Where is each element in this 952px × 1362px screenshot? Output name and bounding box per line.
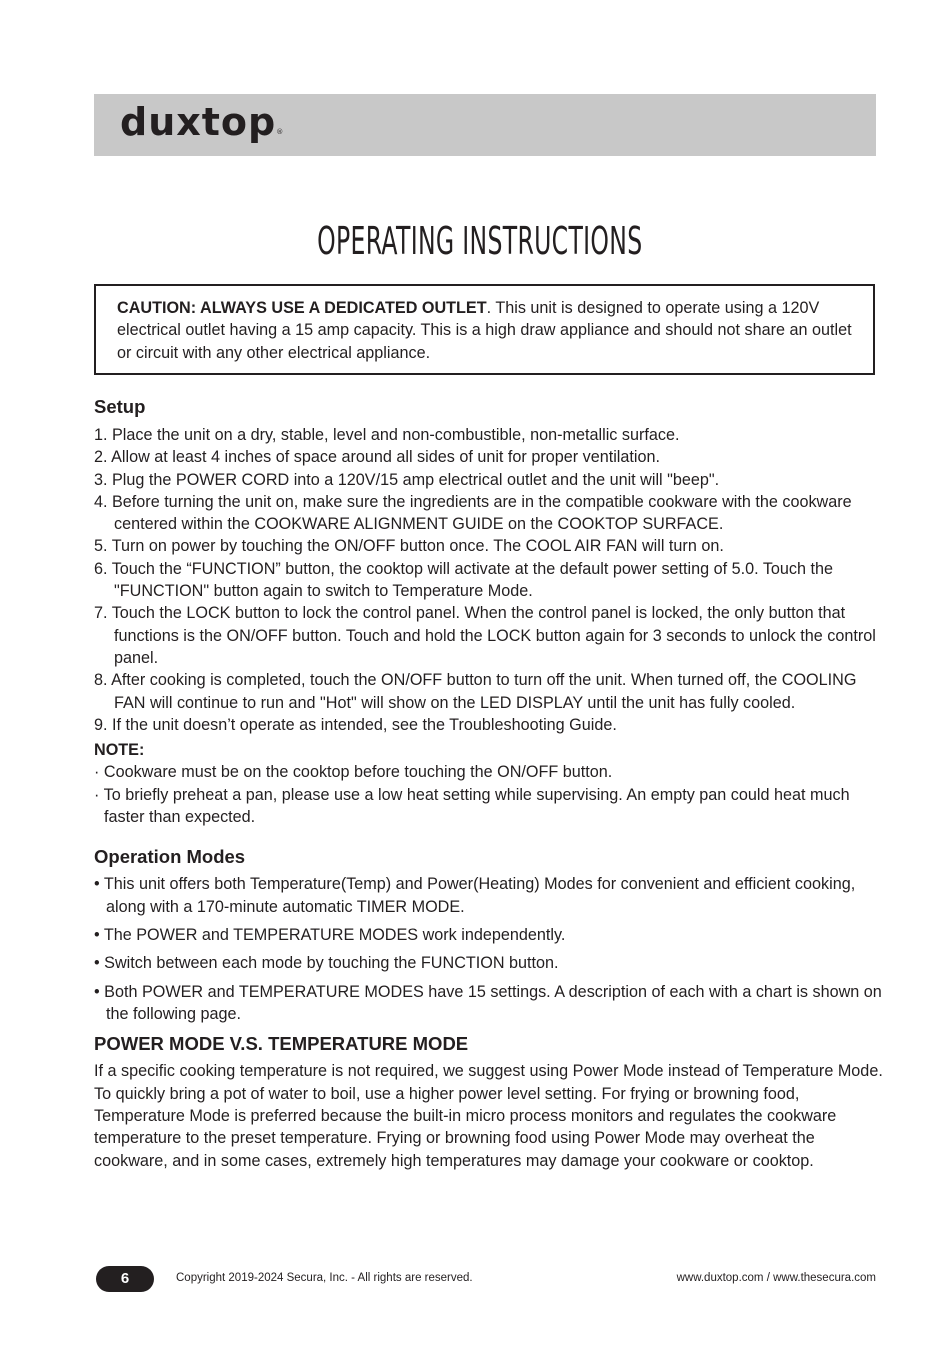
operation-mode-bullet: • Both POWER and TEMPERATURE MODES have 15 settings. A description of each with a chart is shown on the following page.	[94, 982, 882, 1023]
setup-steps	[94, 424, 884, 736]
caution-box	[94, 284, 875, 375]
caution-text: . This unit is designed to operate using a 120V electrical outlet having a 15 amp capacity. This is a high draw appliance and should not share an outlet or circuit with any other electrical appliance.	[117, 299, 852, 362]
setup-step: 3. Plug the POWER CORD into a 120V/15 amp electrical outlet and the unit will "beep".	[94, 470, 720, 489]
copyright-text: Copyright 2019-2024 Secura, Inc. - All rights are reserved.	[176, 1272, 473, 1284]
setup-step: 9. If the unit doesn’t operate as intended, see the Troubleshooting Guide.	[94, 715, 617, 734]
setup-step: 4. Before turning the unit on, make sure the ingredients are in the compatible cookware with the cookware centered within the COOKWARE ALIGNMENT GUIDE on the COOKTOP SURFACE.	[94, 492, 852, 534]
header-band	[94, 94, 876, 156]
setup-step: 1. Place the unit on a dry, stable, level and non-combustible, non-metallic surface.	[94, 426, 680, 444]
page-title: OPERATING INSTRUCTIONS	[317, 219, 643, 263]
logo-text: duxtop	[120, 100, 277, 144]
setup-step: 5. Turn on power by touching the ON/OFF button once. The COOL AIR FAN will turn on.	[94, 537, 724, 556]
operation-mode-bullet: • The POWER and TEMPERATURE MODES work independently.	[94, 925, 566, 944]
registered-mark: ®	[276, 128, 285, 136]
power-vs-temp-paragraph: If a specific cooking temperature is not required, we suggest using Power Mode instead of Temperature Mode. To quickly bring a pot of water to boil, use a higher power level setting. For frying or browning food, Temperature Mode is preferred because the built-in micro process monitors and regulates the cookware temperature to the preset temperature. Frying or browning food using Power Mode may overheat the cookware, and in some cases, extremely high temperatures may damage your cookware or cooktop.	[94, 1062, 883, 1170]
operation-modes-list	[94, 873, 884, 1025]
setup-step: 6. Touch the “FUNCTION” button, the cooktop will activate at the default power setting of 5.0. Touch the "FUNCTION" button again to switch to Temperature Mode.	[94, 559, 834, 601]
operation-modes-heading: Operation Modes	[94, 846, 246, 868]
note-list	[94, 761, 884, 828]
operation-mode-bullet: • Switch between each mode by touching the FUNCTION button.	[94, 954, 559, 973]
footer	[94, 1266, 876, 1292]
setup-heading: Setup	[94, 396, 146, 417]
setup-step: 2. Allow at least 4 inches of space around all sides of unit for proper ventilation.	[94, 448, 660, 467]
duxtop-logo	[120, 102, 284, 142]
note-label: NOTE:	[94, 741, 145, 760]
note-item: · To briefly preheat a pan, please use a low heat setting while supervising. An empty pan could heat much faster than expected.	[94, 785, 850, 827]
main-content	[94, 394, 884, 1172]
website-links: www.duxtop.com / www.thesecura.com	[676, 1272, 876, 1284]
setup-step: 8. After cooking is completed, touch the ON/OFF button to turn off the unit. When turned off, the COOLING FAN will continue to run and "Hot" will show on the LED DISPLAY until the unit has fully cooled.	[94, 671, 857, 712]
note-item: · Cookware must be on the cooktop before touching the ON/OFF button.	[94, 763, 613, 782]
page-number-badge: 6	[96, 1266, 154, 1292]
setup-step: 7. Touch the LOCK button to lock the control panel. When the control panel is locked, the only button that functions is the ON/OFF button. Touch and hold the LOCK button again for 3 seconds to unlock the control panel.	[94, 604, 876, 667]
operation-mode-bullet: • This unit offers both Temperature(Temp) and Power(Heating) Modes for convenient and efficient cooking, along with a 170-minute automatic TIMER MODE.	[94, 875, 856, 916]
caution-heading: CAUTION: ALWAYS USE A DEDICATED OUTLET	[117, 299, 487, 317]
power-vs-temp-heading: POWER MODE V.S. TEMPERATURE MODE	[94, 1033, 469, 1055]
